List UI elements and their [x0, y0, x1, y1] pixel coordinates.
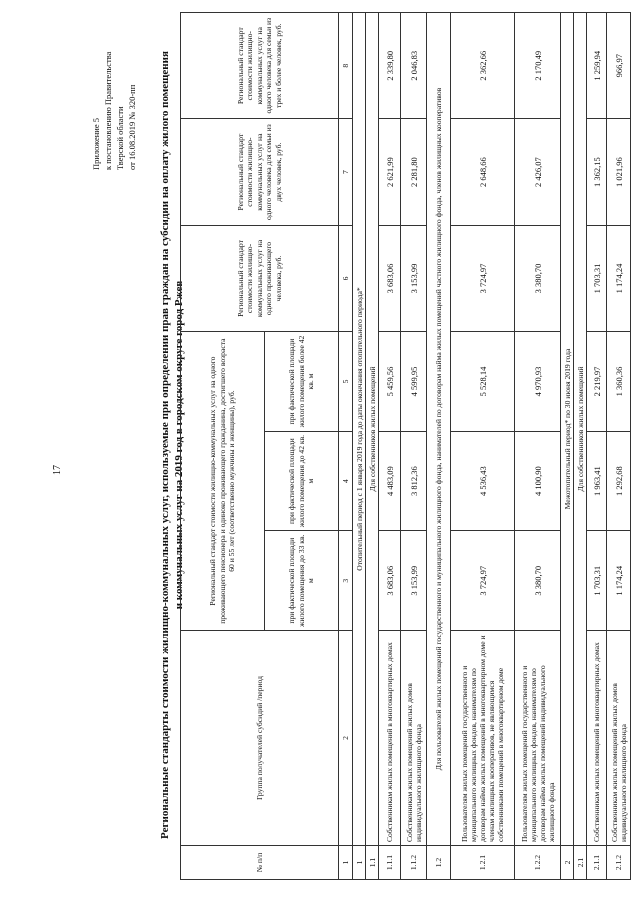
section-row: [574, 13, 587, 880]
row-number: 1.1: [366, 846, 379, 880]
appendix-line: Тверской области: [115, 106, 125, 170]
column-number: 8: [339, 13, 353, 119]
appendix-note: [90, 52, 138, 170]
value-cell: 2 426,07: [515, 119, 561, 225]
header-p33: при фактической площади жилого помещения до 33 кв. м: [265, 531, 339, 631]
row-number: 2.1.1: [587, 846, 607, 880]
value-cell: 3 683,06: [379, 531, 401, 631]
value-cell: 1 174,24: [607, 225, 631, 331]
value-cell: 3 812,36: [401, 431, 427, 531]
value-cell: 3 153,99: [401, 225, 427, 331]
column-number: 1: [339, 846, 353, 880]
value-cell: 1 360,36: [607, 332, 631, 432]
value-cell: 1 021,96: [607, 119, 631, 225]
value-cell: 2 219,97: [587, 332, 607, 432]
row-label: Собственникам жилых помещений жилых домов индивидуального жилищного фонда: [401, 631, 427, 846]
value-cell: 3 724,97: [451, 225, 515, 331]
header-p42: при фактической площади жилого помещения до 42 кв. м: [265, 431, 339, 531]
title-line: и коммунальных услуг на 2019 год в городском округе город Ржев: [173, 280, 185, 610]
header-p42plus: при фактической площади жилого помещения более 42 кв. м: [265, 332, 339, 432]
header-pension-group: Региональный стандарт стоимости жилищно-коммунальных услуг на одного проживающего пенсионера и одиноко проживающего гражданина, достигшего возраста 60 и 55 лет (соответственно мужчины и женщины), руб.: [181, 332, 265, 631]
header-two: Региональный стандарт стоимости жилищно-коммунальных услуг на одного человека для семьи из двух человек, руб.: [181, 119, 339, 225]
section-title: Для собственников жилых помещений: [366, 13, 379, 846]
value-cell: 1 703,31: [587, 225, 607, 331]
value-cell: 2 170,49: [515, 13, 561, 119]
row-number: 2.1: [574, 846, 587, 880]
title-line: Региональные стандарты стоимости жилищно-коммунальных услуг, используемые при определении прав граждан на субсидии на оплату жилого помещения: [159, 51, 171, 839]
value-cell: 5 459,56: [379, 332, 401, 432]
column-number: 5: [339, 332, 353, 432]
table-row: [515, 13, 561, 880]
value-cell: 1 259,94: [587, 13, 607, 119]
table-row: [607, 13, 631, 880]
column-number: 3: [339, 531, 353, 631]
value-cell: 1 292,68: [607, 431, 631, 531]
header-num: № п/п: [181, 846, 339, 880]
row-label: Собственникам жилых помещений в многоквартирных домах: [587, 631, 607, 846]
section-title: Межотопительный период* по 30 июня 2019 года: [561, 13, 574, 846]
value-cell: 3 380,70: [515, 531, 561, 631]
value-cell: 966,97: [607, 13, 631, 119]
table-row: [587, 13, 607, 880]
section-title: Для пользователей жилых помещений государственного и муниципального жилищного фонда, нанимателей по договорам найма жилых помещений частного жилищного фонда, членов жилищных кооперативов: [427, 13, 451, 846]
header-group: Группа получателей субсидий /период: [181, 631, 339, 846]
value-cell: 3 683,06: [379, 225, 401, 331]
section-title: Отопительный период с 1 января 2019 года до даты окончания отопительного периода*: [353, 13, 366, 846]
section-row: [366, 13, 379, 880]
value-cell: 3 380,70: [515, 225, 561, 331]
value-cell: 2 281,80: [401, 119, 427, 225]
value-cell: 2 362,66: [451, 13, 515, 119]
row-number: 1.2: [427, 846, 451, 880]
row-number: 1.2.2: [515, 846, 561, 880]
section-row: [561, 13, 574, 880]
value-cell: 2 339,80: [379, 13, 401, 119]
table-row: [451, 13, 515, 880]
value-cell: 4 100,90: [515, 431, 561, 531]
value-cell: 1 963,41: [587, 431, 607, 531]
value-cell: 4 483,09: [379, 431, 401, 531]
column-number: 6: [339, 225, 353, 331]
row-number: 1.1.1: [379, 846, 401, 880]
row-label: Собственникам жилых помещений в многоквартирных домах: [379, 631, 401, 846]
value-cell: 1 174,24: [607, 531, 631, 631]
value-cell: 5 528,14: [451, 332, 515, 432]
column-number: 2: [339, 631, 353, 846]
table-row: [379, 13, 401, 880]
value-cell: 4 536,43: [451, 431, 515, 531]
value-cell: 2 046,83: [401, 13, 427, 119]
row-number: 2: [561, 846, 574, 880]
row-number: 1.2.1: [451, 846, 515, 880]
value-cell: 4 599,95: [401, 332, 427, 432]
value-cell: 2 621,99: [379, 119, 401, 225]
page-number: 17: [52, 465, 63, 475]
section-row: [353, 13, 366, 880]
appendix-line: от 16.08.2019 № 320-пп: [127, 84, 137, 170]
header-three: Региональный стандарт стоимости жилищно-коммунальных услуг на одного человека для семьи из трех и более человек, руб.: [181, 13, 339, 119]
value-cell: 1 703,31: [587, 531, 607, 631]
section-row: [427, 13, 451, 880]
row-number: 1: [353, 846, 366, 880]
header-single: Региональный стандарт стоимости жилищно-коммунальных услуг на одного проживающего человека, руб.: [181, 225, 339, 331]
row-label: Пользователям жилых помещений государственного и муниципального жилищных фондов, нанимателям по договорам найма жилых помещений в многоквартирном доме и членам жилищных кооперативов, не являющимся собственниками помещений в многоквартирном доме: [451, 631, 515, 846]
column-number: 7: [339, 119, 353, 225]
row-number: 2.1.2: [607, 846, 631, 880]
column-number: 4: [339, 431, 353, 531]
appendix-line: Приложение 5: [91, 118, 101, 170]
value-cell: 2 648,66: [451, 119, 515, 225]
section-title: Для собственников жилых помещений: [574, 13, 587, 846]
table-row: [401, 13, 427, 880]
row-label: Собственникам жилых помещений жилых домов индивидуального жилищного фонда: [607, 631, 631, 846]
standards-table: [180, 12, 631, 880]
value-cell: 1 362,15: [587, 119, 607, 225]
value-cell: 3 724,97: [451, 531, 515, 631]
row-label: Пользователям жилых помещений государственного и муниципального жилищных фондов, нанимателям по договорам найма жилых помещений индивидуального жилищного фонда: [515, 631, 561, 846]
value-cell: 3 153,99: [401, 531, 427, 631]
value-cell: 4 970,93: [515, 332, 561, 432]
row-number: 1.1.2: [401, 846, 427, 880]
appendix-line: к постановлению Правительства: [103, 51, 113, 170]
